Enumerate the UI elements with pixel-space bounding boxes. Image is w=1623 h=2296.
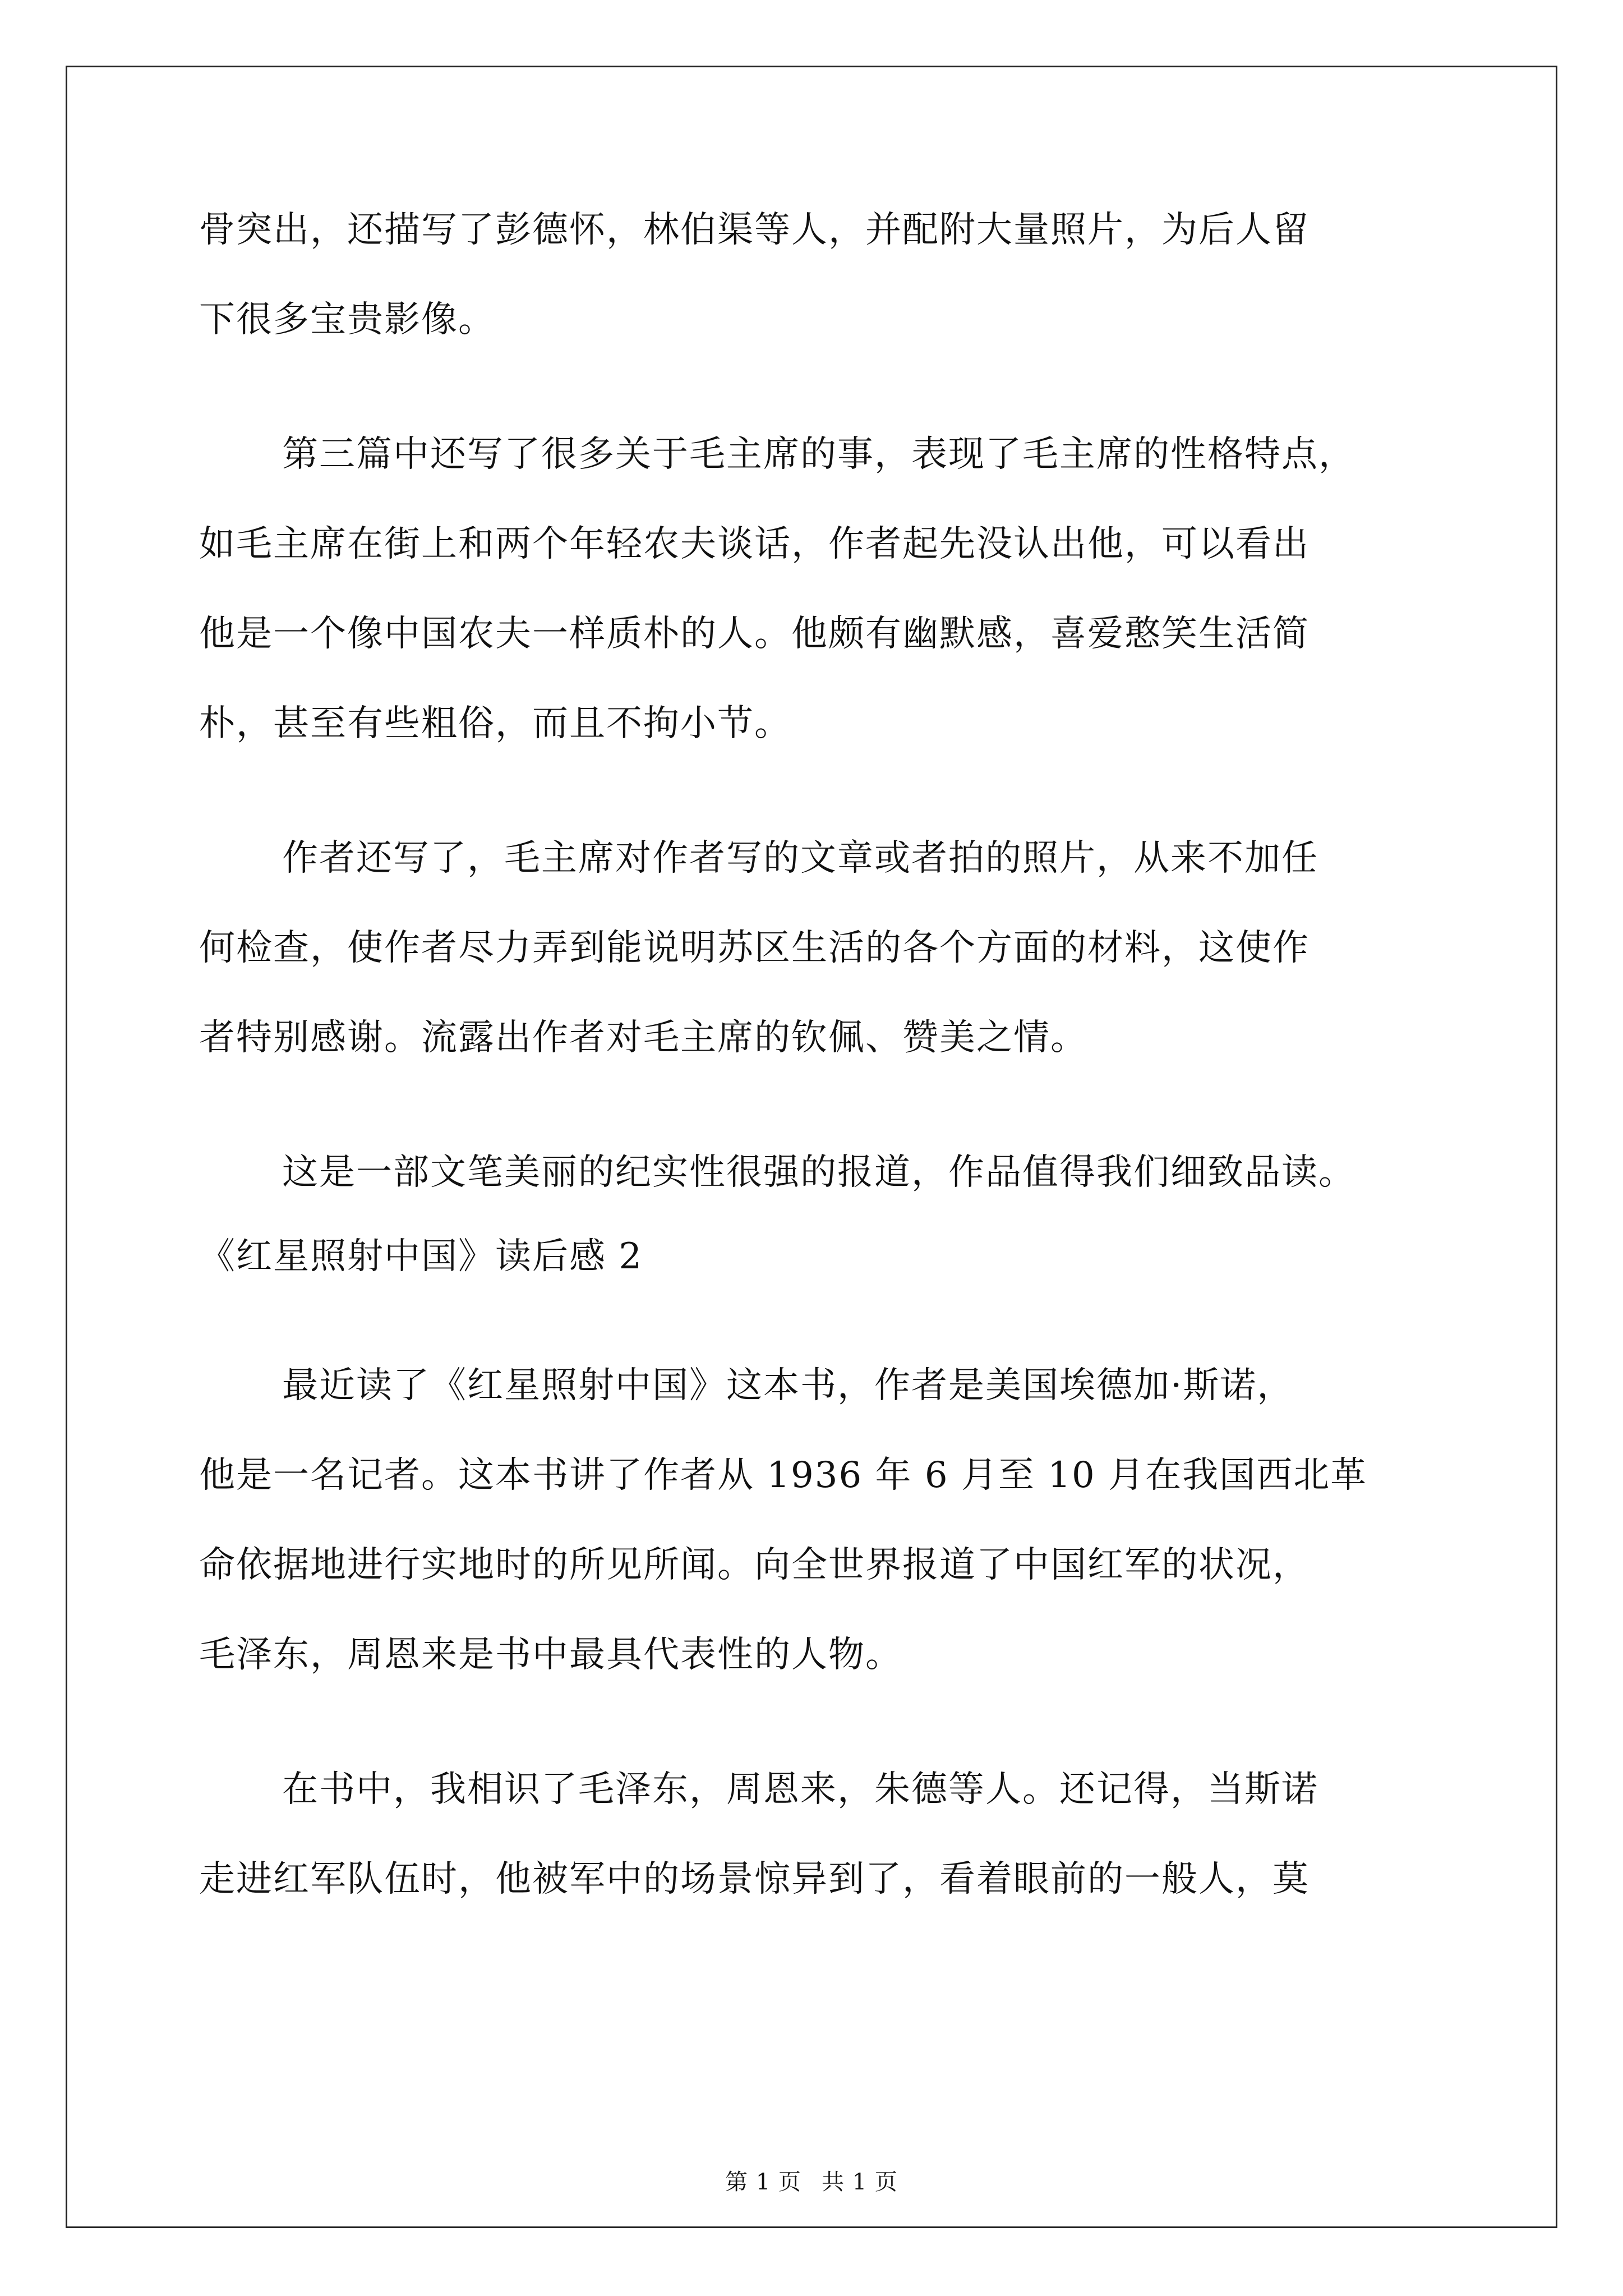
page-footer — [0, 2168, 1623, 2196]
paragraph-start-line: 在书中，我相识了毛泽东，周恩来，朱德等人。还记得，当斯诺 — [282, 1769, 1318, 1810]
text-line: 毛泽东，周恩来是书中最具代表性的人物。 — [199, 1634, 902, 1676]
text-line: 朴，甚至有些粗俗，而且不拘小节。 — [199, 703, 791, 744]
section-heading: 《红星照射中国》读后感 2 — [199, 1236, 643, 1277]
text-line: 他是一名记者。这本书讲了作者从 1936 年 6 月至 10 月在我国西北革 — [199, 1455, 1368, 1496]
text-line: 走进红军队伍时，他被军中的场景惊异到了，看着眼前的一般人，莫 — [199, 1858, 1310, 1900]
paragraph-start-line: 第三篇中还写了很多关于毛主席的事，表现了毛主席的性格特点， — [282, 434, 1355, 475]
text-line: 下很多宝贵影像。 — [199, 299, 495, 341]
text-line: 骨突出，还描写了彭德怀，林伯渠等人，并配附大量照片，为后人留 — [199, 209, 1310, 251]
text-line: 者特别感谢。流露出作者对毛主席的钦佩、赞美之情。 — [199, 1017, 1087, 1059]
text-line: 命依据地进行实地时的所见所闻。向全世界报道了中国红军的状况， — [199, 1544, 1310, 1586]
text-line: 何检查，使作者尽力弄到能说明苏区生活的各个方面的材料，这使作 — [199, 927, 1310, 969]
paragraph-start-line: 作者还写了，毛主席对作者写的文章或者拍的照片，从来不加任 — [282, 838, 1318, 879]
page-frame — [66, 66, 1557, 2228]
page-total: 共 1 页 — [822, 2169, 898, 2195]
paragraph-start-line: 这是一部文笔美丽的纪实性很强的报道，作品值得我们细致品读。 — [282, 1152, 1355, 1193]
page-number: 第 1 页 — [725, 2169, 801, 2195]
paragraph-start-line: 最近读了《红星照射中国》这本书，作者是美国埃德加·斯诺， — [282, 1365, 1294, 1406]
text-line: 如毛主席在街上和两个年轻农夫谈话，作者起先没认出他，可以看出 — [199, 523, 1310, 565]
text-line: 他是一个像中国农夫一样质朴的人。他颇有幽默感，喜爱憨笑生活简 — [199, 613, 1310, 655]
